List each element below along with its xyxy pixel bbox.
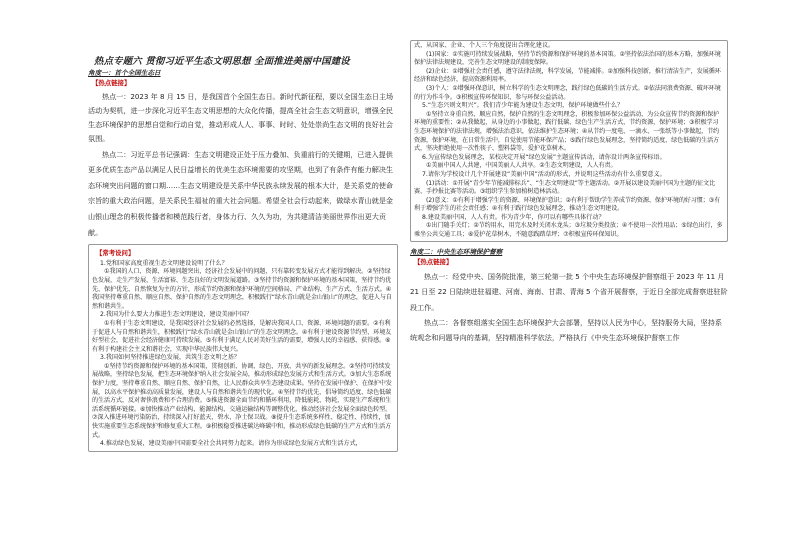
answer-4-enterprise: (2)企业：①增强社会责任感，遵守法律法规，科学发展，节能减排。②加强科技创新，推行清洁生产，发展循环经济和绿色经济，提高资源利用率。 <box>414 67 721 84</box>
answers-continued-box <box>410 40 728 242</box>
question-3: 3.我国如何坚持推进绿色发展，共筑生态文明之基？ <box>100 354 240 362</box>
hot-paragraph-2: 热点二：习近平总书记强调：生态文明建设正处于压力叠加、负重前行的关键期，已进入提供更多优质生态产品以满足人民日益增长的优美生态环境需要的攻坚期，也到了有条件有能力解决生态环境突出问题的窗口期……生态文明建设是关系中华民族永续发展的根本大计，是关系党的使命宗旨的重大政治问题，是关系民生福祉的重大社会问题。希望全社会行动起来，做绿水青山就是金山银山理念的积极传播者和模范践行者，身体力行、久久为功，为共建清洁美丽世界作出更大贡献。 <box>88 149 394 237</box>
page-title: 热点专题六 贯彻习近平生态文明思想 全面推进美丽中国建设 <box>94 56 350 67</box>
question-4: 4.推动绿色发展，建设美丽中国需要全社会共同努力起来。请你为形成绿色发展方式和生活方式， <box>100 440 362 448</box>
right-column <box>410 40 728 346</box>
question-6: 6.为宣传绿色发展理念，某校决定开展“绿色发展”主题宣传活动，请你设计两条宣传标语。 <box>422 153 666 161</box>
answer-4-state: (1)国家：①实施可持续发展战略，坚持节约资源和保护环境的基本国策。②坚持依法治国的基本方略，加强环境保护法律法规建设，完善生态文明建设的制度保障。 <box>414 50 721 67</box>
question-5: 5.“生态兴则文明兴”。我们青少年能为建设生态文明，保护环境做些什么？ <box>422 102 624 110</box>
left-column <box>88 38 398 452</box>
hot-link-tag-1: 【热点链接】 <box>92 79 131 88</box>
common-questions-tag: 【常考设问】 <box>96 249 135 258</box>
question-7: 7.请你为学校设计几个开展建设“美丽中国”活动的形式，并说明这些活动有什么重要意义。 <box>422 170 666 178</box>
section-subtitle-1: 角度一：首个全国生态日 <box>88 68 161 77</box>
answer-7-activity: (1)活动：①开展“青少年节能减排标兵”、“生态文明建设”等主题活动。②开展以建设美丽中国为主题的征文比赛、手抄报比赛等活动。③组织学生参加植树造林活动。 <box>414 179 716 196</box>
answer-6: ①美丽中国人人共建，中国美丽人人共享。②生态文明建设，人人有责。 <box>426 162 617 170</box>
question-4-cont: 式，从国家、企业、个人三个角度提出合理化建议。 <box>414 42 555 49</box>
answer-2: ①有利于生态文明建设，是我国经济社会发展的必然选择，是解决我国人口、资源、环境问题的需要。②有利于促进人与自然和谐共生，积极践行“绿水青山就是金山银山”的生态文明理念。④有利于建设资源节约型、环境友好型社会，促进社会经济健康可持续发展。⑤有利于满足人民对美好生活的需要，增强人民的幸福感、获得感。⑥有利于构建社会主义和谐社会，实现中华民族伟大复兴。 <box>92 319 392 353</box>
answer-8: ①出门随手关灯；②节约用水，用完水及时关闭水龙头；③垃圾分类投放；④不使用一次性用品；⑤绿色出行，多乘坐公共交通工具；⑥爱护花草树木，不随意践踏草坪；⑦积极宣传环保知识。 <box>414 222 723 239</box>
hot-link-tag-2: 【热点链接】 <box>414 258 453 267</box>
hot-paragraph-4: 热点二：各督察组落实全国生态环境保护大会部署，坚持以人民为中心，坚持服务大局，坚持系统观念和问题导向的基调，坚持精准科学依法，严格执行《中央生态环境保护督察工作 <box>410 318 722 343</box>
section-subtitle-2: 角度二：中央生态环境保护督察 <box>410 247 503 256</box>
answer-4-individual: (3)个人：①增强环保意识，树立科学的生态文明理念，践行绿色低碳的生活方式。②依法同浪费资源、破坏环境的行为作斗争。③积极宣传环保知识，参与环保公益活动。 <box>414 84 721 101</box>
answer-5: ①坚持立身重自然、顺应自然，保护自然的生态文明理念，积极参加环保公益活动，为公众宣传节约资源和保护环境的重要性；②从我做起，从身边的小事做起，践行低碳、绿色生产生活方式，节约资源，保护环境；③积极学习生态环境保护的法律法规，增强法治意识，依法维护生态环境；④从节约一度电、一滴水、一张纸等小事做起，节约资源，保护环境，在日常生活中，自觉使用节能环保产品；⑤践行绿色发展理念，坚持简约适度、绿色低碳的生活方式，坚决拒绝使用一次性筷子、塑料袋等，爱护花草树木。 <box>414 110 720 153</box>
answer-3: ①坚持节约资源和保护环境的基本国策，贯彻创新、协调、绿色、开放、共享的新发展理念。②坚持可持续发展战略，坚持绿色发展，把生态环境保护纳入社会发展全局，推动形成绿色发展方式和生活方式。③加大生态系统保护力度，坚持尊重自然、顺应自然、保护自然，让人民群众共享生态建设成果。坚持在发展中保护、在保护中发展，以高水平保护推动高质量发展，建设人与自然和谐共生的现代化。④坚持节约优先，倡导简约适度、绿色低碳的生活方式，反对奢侈浪费和不合理消费。⑤推进资源全面节约和循环利用，降低能耗、物耗，实现生产系统和生活系统循环链接。⑥加快推动产业结构、能源结构、交通运输结构等调整优化，推动经济社会发展全面绿色转型。⑦深入推进环境污染防治，持续深入打好蓝天、碧水、净土保卫战。⑧提升生态系统多样性、稳定性、持续性，加快实施重要生态系统保护和修复重大工程。⑨积极稳妥推进碳达峰碳中和，推动形成绿色低碳的生产方式和生活方式。 <box>92 362 392 439</box>
question-8: 8.建设美丽中国，人人有责。作为青少年，你可以有哪些具体行动？ <box>422 213 605 221</box>
common-questions-box <box>88 244 398 452</box>
answer-1: ①我国的人口、资源、环境问题突出，经济社会发展中的问题，只有靠转变发展方式才能得到解决。②坚持绿色发展，走生产发展、生活富裕、生态良好的文明发展道路。③坚持节约资源和保护环境的基本国策，坚持节约优先、保护优先、自然恢复为主的方针，形成节约资源和保护环境的空间格局、产业结构、生产方式、生活方式。④我国坚持尊重自然、顺应自然、保护自然的生态文明理念，积极践行“绿水青山就是金山银山”的理念，促进人与自然和谐共生。 <box>92 268 392 310</box>
hot-paragraph-3: 热点一：经党中央、国务院批准，第三轮第一批 5 个中央生态环境保护督察组于 2023 年 11 月 21 日至 22 日陆续进驻福建、河南、海南、甘肃、青海 5 个省开展督察，于近日全部完成督察进驻阶段工作。 <box>410 271 728 312</box>
question-1: 1.党和国家高度重视生态文明建设说明了什么？ <box>100 259 228 267</box>
question-2: 2.我国为什么要大力推进生态文明建设，建设美丽中国？ <box>100 311 253 319</box>
answer-7-significance: (2)意义：①有利于增强学生的资源、环境保护意识；②有利于帮助学生养成节约资源、保护环境的好习惯；③有利于增强学生的社会责任感；④有利于践行绿色发展理念，推动生态文明建设。 <box>414 196 721 213</box>
hot-paragraph-1: 热点一：2023 年 8 月 15 日，是我国首个全国生态日。新时代新征程，要以全国生态日主场活动为契机，进一步深化习近平生态文明思想的大众化传播，提高全社会生态文明意识，增强全民生态环境保护的思想自觉和行动自觉，推动形成人人、事事、时时、处处崇尚生态文明的良好社会氛围。 <box>88 91 394 144</box>
